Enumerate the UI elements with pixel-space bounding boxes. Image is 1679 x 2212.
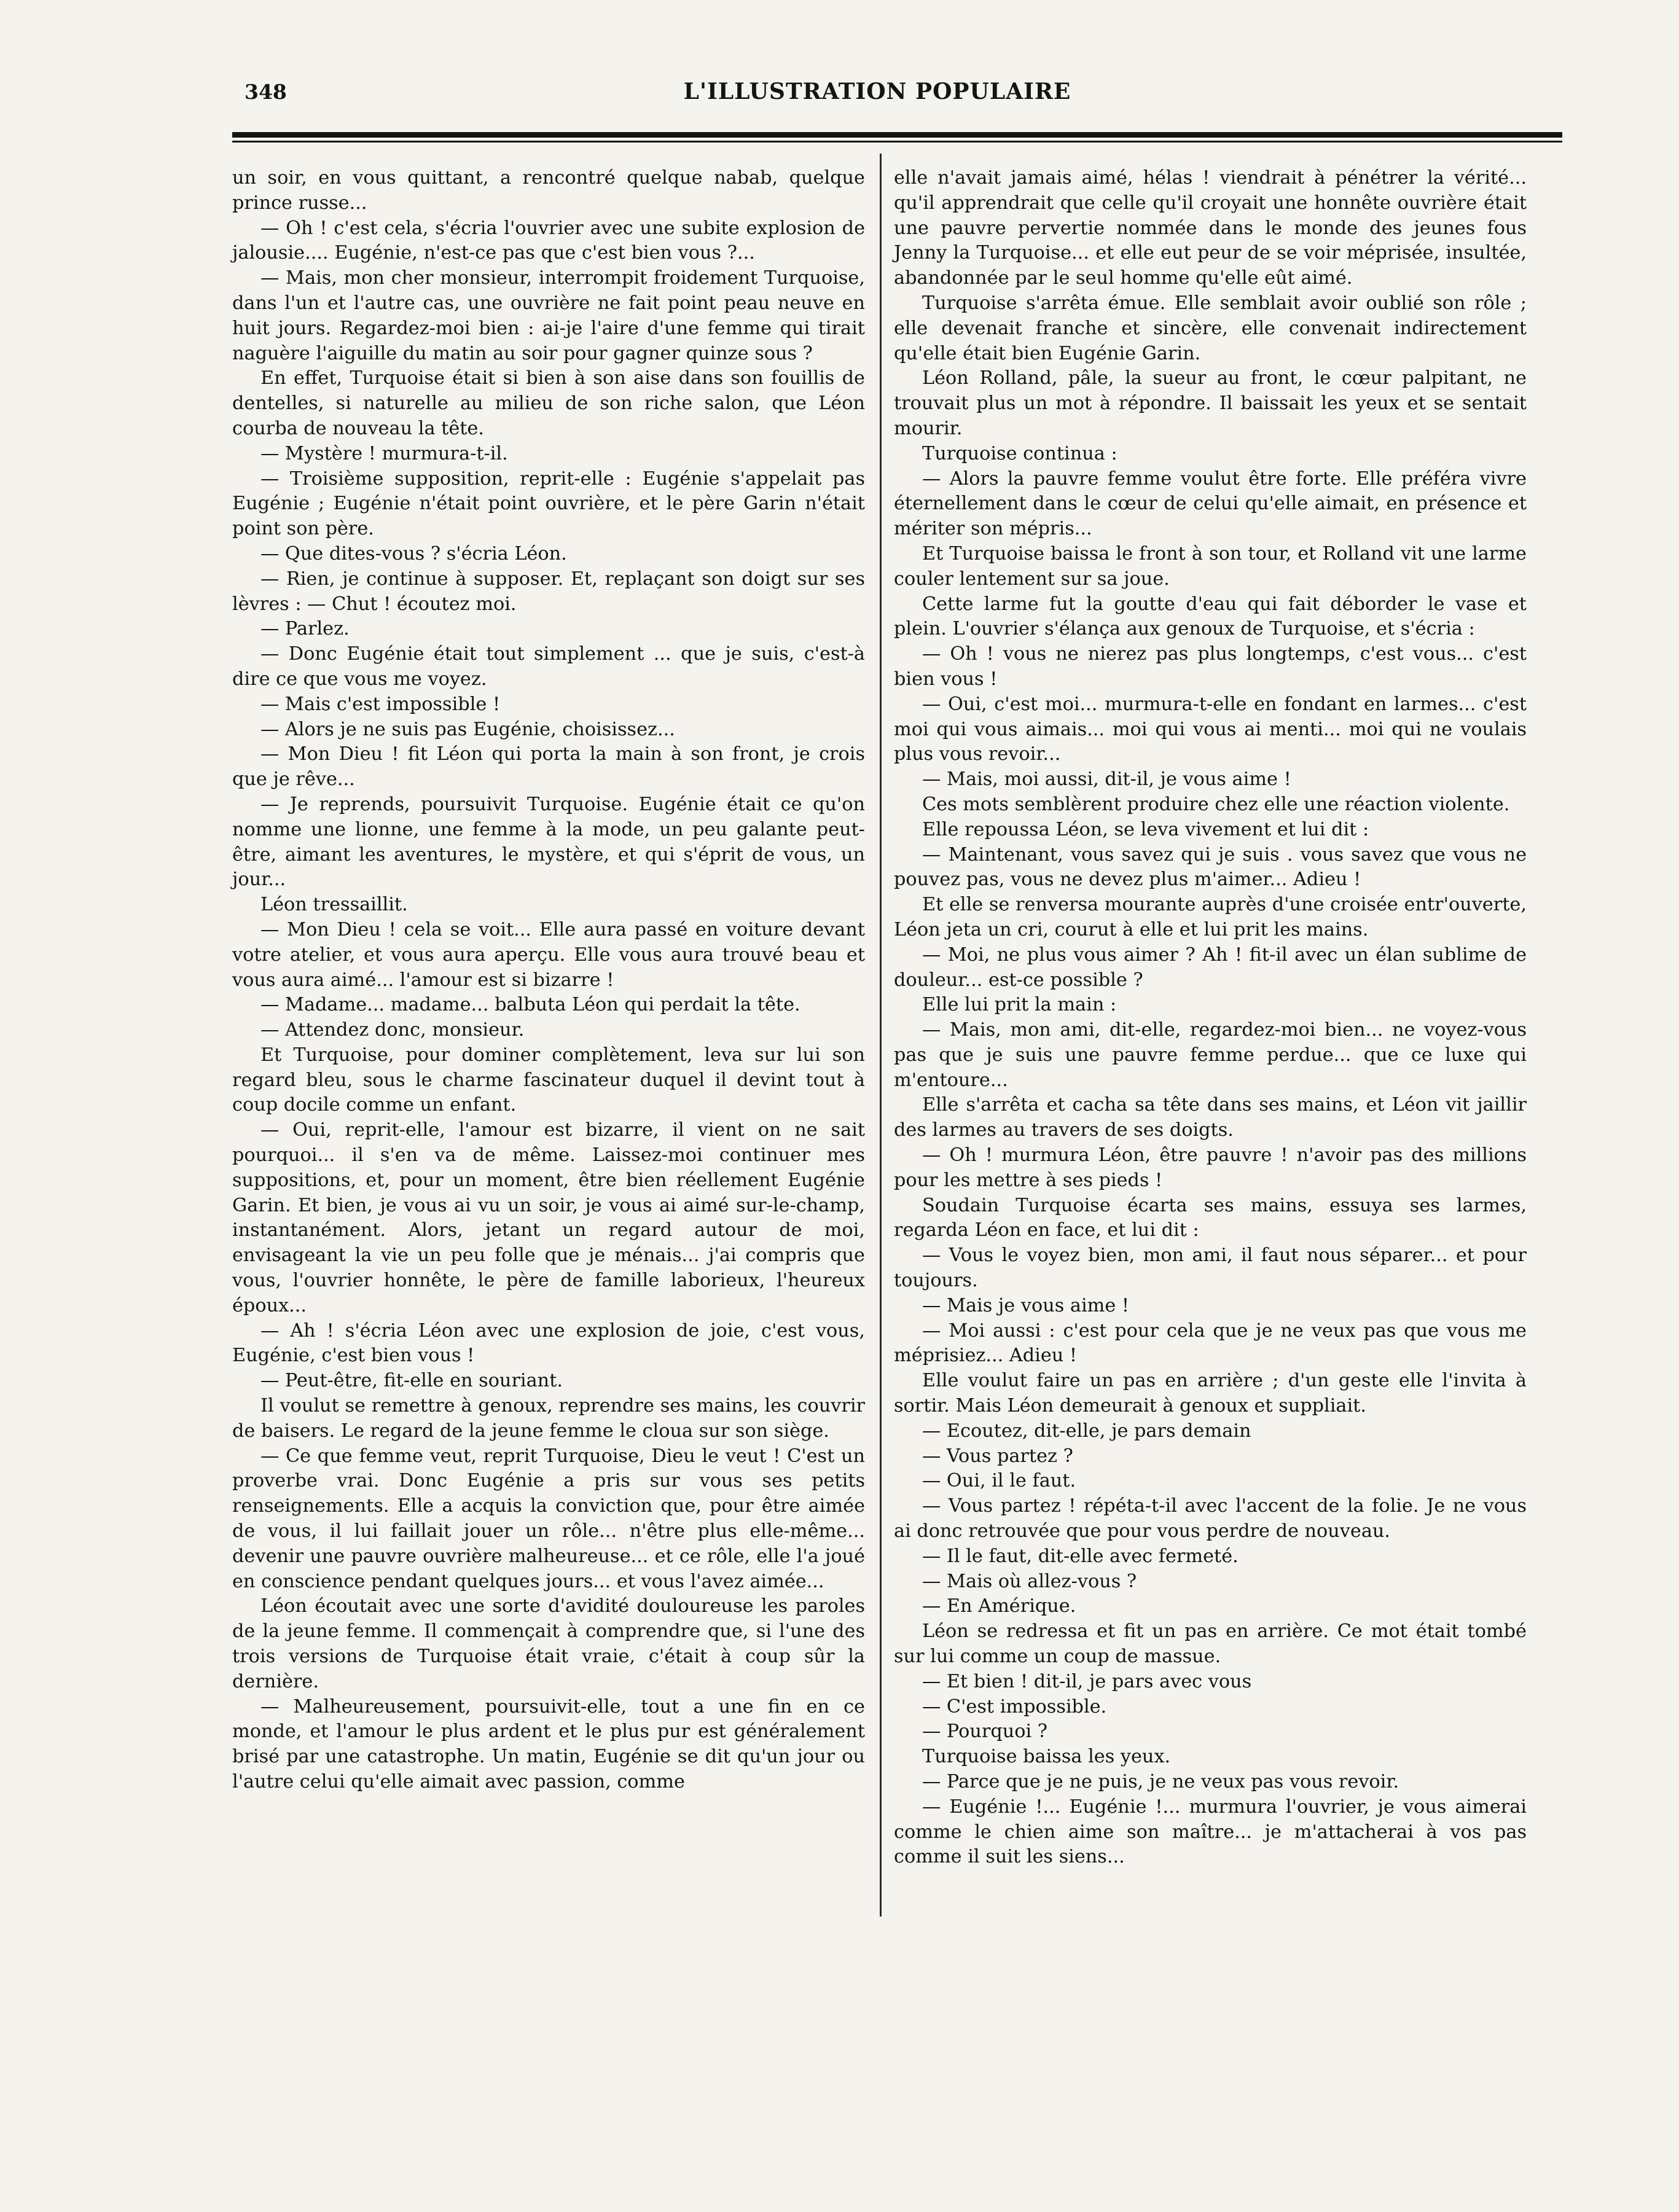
paragraph: — Oui, il le faut. <box>922 1470 1076 1492</box>
paragraph: — Pourquoi ? <box>922 1721 1048 1743</box>
paragraph: — Rien, je continue à supposer. Et, replaçant son doigt sur ses lèvres : — Chut ! écoutez moi. <box>232 568 865 615</box>
paragraph: — Donc Eugénie était tout simplement ... que je suis, c'est-à dire ce que vous me voyez. <box>232 643 865 690</box>
paragraph: — Alors je ne suis pas Eugénie, choisissez... <box>260 718 675 740</box>
paragraph: Turquoise continua : <box>922 442 1117 464</box>
paragraph: — Je reprends, poursuivit Turquoise. Eugénie était ce qu'on nomme une lionne, une femme à la mode, un peu galante peut-être, aimant les aventures, le mystère, et qui s'éprit de vous, un jour... <box>232 793 865 891</box>
paragraph: — Oui, c'est moi... murmura-t-elle en fondant en larmes... c'est moi qui vous aimais... moi qui vous ai menti... moi qui ne voulais plus vous revoir... <box>894 693 1527 765</box>
paragraph: — Que dites-vous ? s'écria Léon. <box>260 542 567 565</box>
paragraph: Turquoise s'arrêta émue. Elle semblait avoir oublié son rôle ; elle devenait franche et sincère, elle convenait indirectement qu'elle était bien Eugénie Garin. <box>894 292 1527 364</box>
paragraph: Léon tressaillit. <box>260 894 408 916</box>
paragraph: — Moi, ne plus vous aimer ? Ah ! fit-il avec un élan sublime de douleur... est-ce possible ? <box>894 944 1527 991</box>
left-column <box>232 166 865 1795</box>
paragraph: — Vous le voyez bien, mon ami, il faut nous séparer... et pour toujours. <box>894 1245 1527 1292</box>
paragraph: — Mystère ! murmura-t-il. <box>260 442 508 464</box>
paragraph: Léon Rolland, pâle, la sueur au front, le cœur palpitant, ne trouvait plus un mot à répondre. Il baissait les yeux et se sentait mourir. <box>894 367 1527 439</box>
paragraph: Elle s'arrêta et cacha sa tête dans ses mains, et Léon vit jaillir des larmes au travers de ses doigts. <box>894 1094 1527 1141</box>
paragraph: Soudain Turquoise écarta ses mains, essuya ses larmes, regarda Léon en face, et lui dit : <box>894 1194 1527 1241</box>
column-divider <box>880 154 882 1917</box>
paragraph: En effet, Turquoise était si bien à son aise dans son fouillis de dentelles, si naturelle au milieu de son riche salon, que Léon courba de nouveau la tête. <box>232 367 865 439</box>
paragraph: — Oh ! murmura Léon, être pauvre ! n'avoir pas des millions pour les mettre à ses pieds ! <box>894 1144 1527 1191</box>
paragraph: — Oh ! c'est cela, s'écria l'ouvrier avec une subite explosion de jalousie.... Eugénie, n'est-ce pas que c'est bien vous ?... <box>232 217 865 264</box>
paragraph: — Mais, mon ami, dit-elle, regardez-moi bien... ne voyez-vous pas que je suis une pauvre femme perdue... que ce luxe qui m'entoure... <box>894 1019 1527 1091</box>
paragraph: — Ah ! s'écria Léon avec une explosion de joie, c'est vous, Eugénie, c'est bien vous ! <box>232 1319 865 1367</box>
paragraph: — Et bien ! dit-il, je pars avec vous <box>922 1670 1252 1692</box>
page-header <box>232 75 1522 112</box>
header-rule-thick <box>232 132 1562 138</box>
paragraph: Et Turquoise baissa le front à son tour, et Rolland vit une larme couler lentement sur sa joue. <box>894 542 1527 590</box>
paragraph: Turquoise baissa les yeux. <box>922 1746 1171 1768</box>
paragraph: Elle voulut faire un pas en arrière ; d'un geste elle l'invita à sortir. Mais Léon demeurait à genoux et suppliait. <box>894 1370 1527 1417</box>
paragraph: — Moi aussi : c'est pour cela que je ne veux pas que vous me méprisiez... Adieu ! <box>894 1319 1527 1367</box>
paragraph: — Mais c'est impossible ! <box>260 693 501 715</box>
paragraph: Et Turquoise, pour dominer complètement, leva sur lui son regard bleu, sous le charme fascinateur duquel il devint tout à coup docile comme un enfant. <box>232 1044 865 1116</box>
paragraph: — Vous partez ? <box>922 1445 1073 1467</box>
page-title: L'ILLUSTRATION POPULAIRE <box>683 79 1071 104</box>
paragraph: — Alors la pauvre femme voulut être forte. Elle préféra vivre éternellement dans le cœur de celui qu'elle aimait, en présence et mériter son mépris... <box>894 467 1527 540</box>
paragraph: — Maintenant, vous savez qui je suis . vous savez que vous ne pouvez pas, vous ne devez plus m'aimer... Adieu ! <box>894 843 1527 891</box>
paragraph: Léon se redressa et fit un pas en arrière. Ce mot était tombé sur lui comme un coup de massue. <box>894 1620 1527 1668</box>
paragraph: — Parce que je ne puis, je ne veux pas vous revoir. <box>922 1771 1399 1792</box>
paragraph: — Mais, mon cher monsieur, interrompit froidement Turquoise, dans l'un et l'autre cas, une ouvrière ne fait point peau neuve en huit jours. Regardez-moi bien : ai-je l'aire d'une femme qui tirait naguère l'aiguille du matin au soir pour gagner quinze sous ? <box>232 267 865 364</box>
paragraph: — Ce que femme veut, reprit Turquoise, Dieu le veut ! C'est un proverbe vrai. Donc Eugénie a pris sur vous ses petits renseignements. Elle a acquis la conviction que, pour être aimée de vous, il lui faillait jouer un rôle... n'être plus elle-même... devenir une pauvre ouvrière malheureuse... et ce rôle, elle l'a joué en conscience pendant quelques jours... et vous l'avez aimée... <box>232 1445 865 1592</box>
paragraph: — Oui, reprit-elle, l'amour est bizarre, il vient on ne sait pourquoi... il s'en va de même. Laissez-moi continuer mes suppositions, et, pour un moment, être bien réellement Eugénie Garin. Et bien, je vous ai vu un soir, je vous ai aimé sur-le-champ, instantanément. Alors, jetant un regard autour de moi, envisageant la vie un peu folle que je ménais... j'ai compris que vous, l'ouvrier honnête, le père de famille laborieux, l'heureux époux... <box>232 1119 865 1316</box>
right-column <box>894 166 1527 1870</box>
paragraph: — Mais je vous aime ! <box>922 1294 1130 1316</box>
paragraph: — Vous partez ! répéta-t-il avec l'accent de la folie. Je ne vous ai donc retrouvée que pour vous perdre de nouveau. <box>894 1495 1527 1542</box>
paragraph: — Attendez donc, monsieur. <box>260 1019 525 1041</box>
paragraph: Il voulut se remettre à genoux, reprendre ses mains, les couvrir de baisers. Le regard de la jeune femme le cloua sur son siège. <box>232 1395 865 1442</box>
paragraph: — En Amérique. <box>922 1595 1076 1617</box>
paragraph: — Mon Dieu ! fit Léon qui porta la main à son front, je crois que je rêve... <box>232 743 865 791</box>
page-number: 348 <box>245 80 287 104</box>
paragraph: — Peut-être, fit-elle en souriant. <box>260 1370 563 1392</box>
paragraph: Elle lui prit la main : <box>922 994 1117 1016</box>
paragraph: un soir, en vous quittant, a rencontré quelque nabab, quelque prince russe... <box>232 167 865 214</box>
paragraph: — Il le faut, dit-elle avec fermeté. <box>922 1545 1239 1567</box>
paragraph: — Eugénie !... Eugénie !... murmura l'ouvrier, je vous aimerai comme le chien aime son maître... je m'attacherai à vos pas comme il suit les siens... <box>894 1796 1527 1868</box>
paragraph: — Malheureusement, poursuivit-elle, tout a une fin en ce monde, et l'amour le plus ardent et le plus pur est généralement brisé par une catastrophe. Un matin, Eugénie se dit qu'un jour ou l'autre celui qu'elle aimait avec passion, comme <box>232 1695 865 1792</box>
paragraph: — Mon Dieu ! cela se voit... Elle aura passé en voiture devant votre atelier, et vous aura aperçu. Elle vous aura trouvé beau et vous aura aimé... l'amour est si bizarre ! <box>232 918 865 991</box>
paragraph: — Mais où allez-vous ? <box>922 1570 1137 1592</box>
header-rule-thin <box>232 141 1562 143</box>
paragraph: Et elle se renversa mourante auprès d'une croisée entr'ouverte, Léon jeta un cri, courut à elle et lui prit les mains. <box>894 894 1527 940</box>
paragraph: — Parlez. <box>260 618 350 640</box>
paragraph: Ces mots semblèrent produire chez elle une réaction violente. <box>922 793 1510 815</box>
paragraph: — Oh ! vous ne nierez pas plus longtemps, c'est vous... c'est bien vous ! <box>894 643 1527 690</box>
paragraph: Cette larme fut la goutte d'eau qui fait déborder le vase et plein. L'ouvrier s'élança aux genoux de Turquoise, et s'écria : <box>894 593 1527 640</box>
paragraph: Elle repoussa Léon, se leva vivement et lui dit : <box>922 818 1369 840</box>
paragraph: — Troisième supposition, reprit-elle : Eugénie s'appelait pas Eugénie ; Eugénie n'était point ouvrière, et le père Garin n'était point son père. <box>232 467 865 540</box>
paragraph: Léon écoutait avec une sorte d'avidité douloureuse les paroles de la jeune femme. Il commençait à comprendre que, si l'une des trois versions de Turquoise était vraie, c'était à coup sûr la dernière. <box>232 1595 865 1692</box>
paragraph: — C'est impossible. <box>922 1695 1107 1718</box>
paragraph: — Mais, moi aussi, dit-il, je vous aime ! <box>922 768 1291 791</box>
paragraph: elle n'avait jamais aimé, hélas ! viendrait à pénétrer la vérité... qu'il apprendrait que celle qu'il croyait une honnête ouvrière était une pauvre pervertie nommée dans le monde des jeunes fous Jenny la Turquoise... et elle eut peur de se voir méprisée, insultée, abandonnée par le seul homme qu'elle eût aimé. <box>894 167 1527 289</box>
paragraph: — Madame... madame... balbuta Léon qui perdait la tête. <box>260 994 800 1016</box>
paragraph: — Ecoutez, dit-elle, je pars demain <box>922 1420 1251 1442</box>
